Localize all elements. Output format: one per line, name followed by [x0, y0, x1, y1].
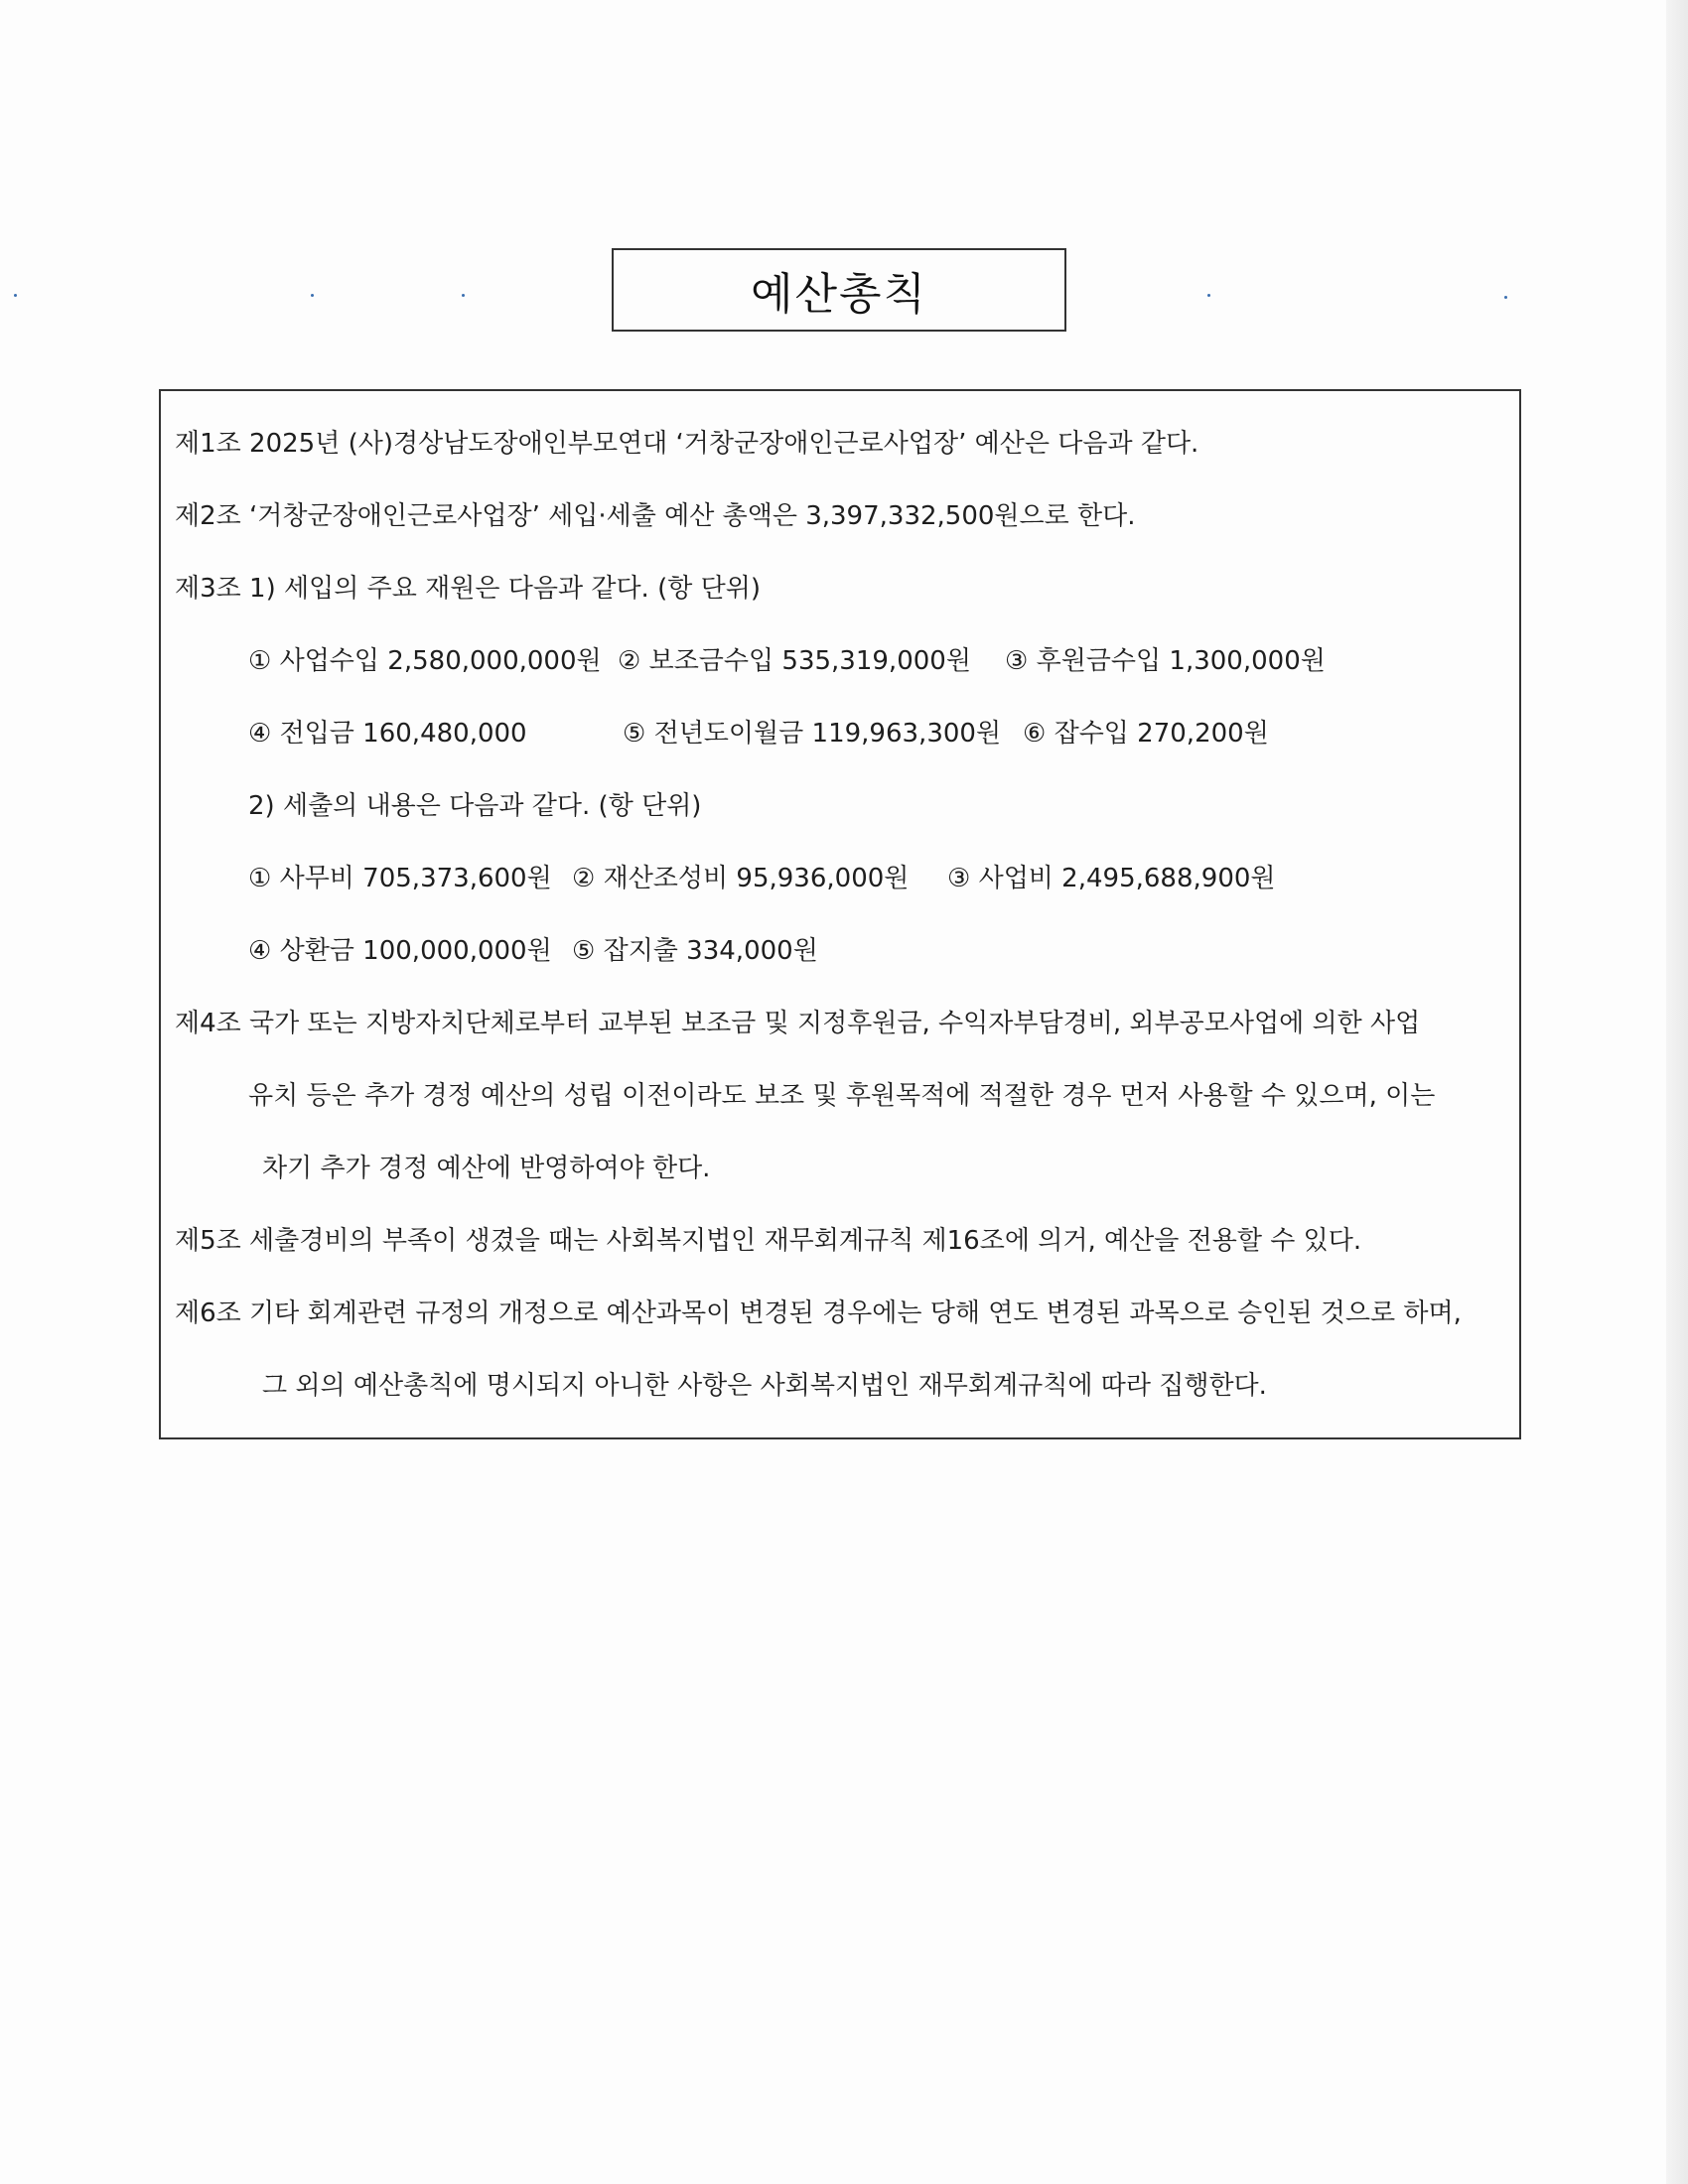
revenue-item: ⑥ 잡수입 270,200원 [1023, 719, 1269, 749]
revenue-item: ① 사업수입 2,580,000,000원 [248, 646, 602, 676]
article-4-line-3: 차기 추가 경정 예산에 반영하여야 한다. [262, 1154, 711, 1183]
page-edge-shade [1666, 0, 1688, 2184]
article-6-line-2: 그 외의 예산총칙에 명시되지 아니한 사항은 사회복지법인 재무회계규칙에 따라 집행한다. [262, 1371, 1267, 1401]
scan-mark [1504, 296, 1507, 299]
article-4-line-1: 제4조 국가 또는 지방자치단체로부터 교부된 보조금 및 지정후원금, 수익자부담경비, 외부공모사업에 의한 사업 [175, 1009, 1421, 1038]
scan-mark [1207, 294, 1210, 297]
article-3-expense-heading: 2) 세출의 내용은 다음과 같다. (항 단위) [248, 791, 702, 821]
scan-mark [311, 294, 314, 297]
expense-item: ② 재산조성비 95,936,000원 [572, 864, 910, 893]
article-4-line-2: 유치 등은 추가 경정 예산의 성립 이전이라도 보조 및 후원목적에 적절한 경우 먼저 사용할 수 있으며, 이는 [248, 1081, 1436, 1111]
expense-item: ⑤ 잡지출 334,000원 [572, 936, 818, 966]
page-title: 예산총칙 [750, 269, 927, 320]
title-box [612, 248, 1066, 332]
article-5: 제5조 세출경비의 부족이 생겼을 때는 사회복지법인 재무회계규칙 제16조에 의거, 예산을 전용할 수 있다. [175, 1226, 1362, 1256]
scan-mark [462, 294, 465, 297]
revenue-item: ③ 후원금수입 1,300,000원 [1005, 646, 1326, 676]
article-1: 제1조 2025년 (사)경상남도장애인부모연대 ‘거창군장애인근로사업장’ 예산은 다음과 같다. [175, 429, 1199, 459]
revenue-item: ④ 전입금 160,480,000 [248, 719, 527, 749]
revenue-item: ② 보조금수입 535,319,000원 [618, 646, 971, 676]
article-3-revenue-heading: 제3조 1) 세입의 주요 재원은 다음과 같다. (항 단위) [175, 574, 761, 604]
expense-item: ③ 사업비 2,495,688,900원 [947, 864, 1276, 893]
scan-mark [14, 294, 17, 297]
article-6-line-1: 제6조 기타 회계관련 규정의 개정으로 예산과목이 변경된 경우에는 당해 연도 변경된 과목으로 승인된 것으로 하며, [175, 1298, 1462, 1328]
expense-item: ④ 상환금 100,000,000원 [248, 936, 552, 966]
article-2: 제2조 ‘거창군장애인근로사업장’ 세입·세출 예산 총액은 3,397,332,500원으로 한다. [175, 501, 1136, 531]
revenue-item: ⑤ 전년도이월금 119,963,300원 [623, 719, 1002, 749]
budget-rules-box [159, 389, 1521, 1439]
expense-item: ① 사무비 705,373,600원 [248, 864, 552, 893]
